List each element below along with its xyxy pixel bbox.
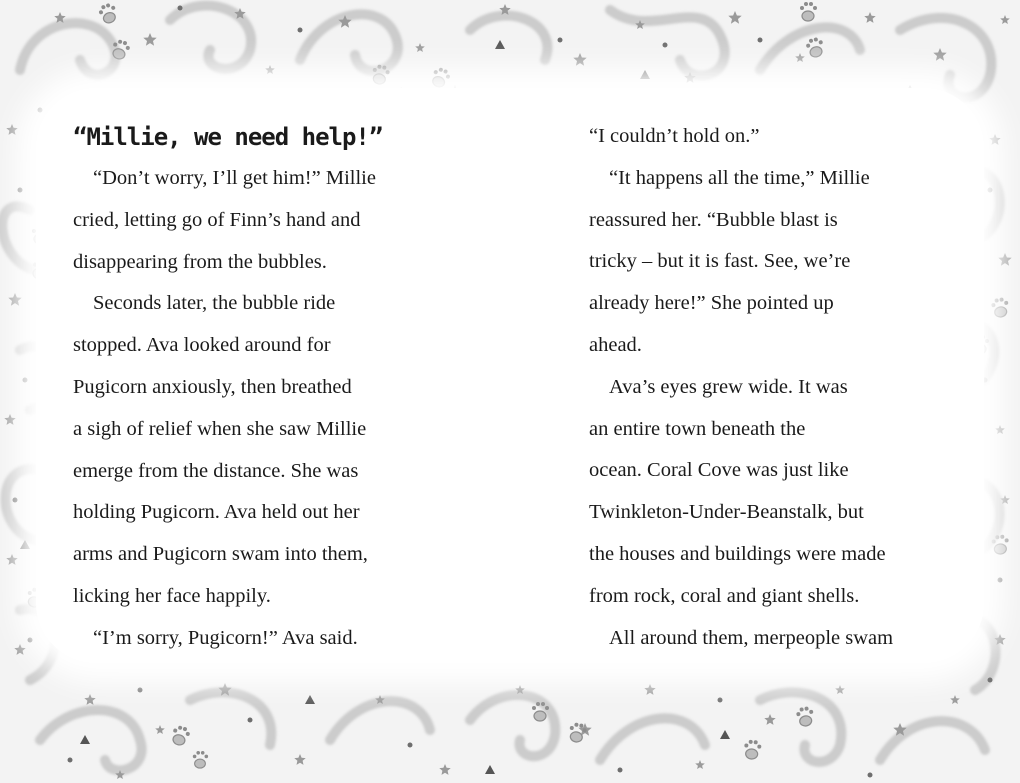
dot-icon bbox=[23, 378, 28, 383]
dot-icon bbox=[298, 28, 303, 33]
dot-icon bbox=[758, 38, 763, 43]
dot-icon bbox=[618, 768, 623, 773]
text-line: already here!” She pointed up bbox=[589, 292, 834, 315]
dot-icon bbox=[248, 718, 253, 723]
text-line: All around them, merpeople swam bbox=[609, 626, 894, 649]
text-line: Ava’s eyes grew wide. It was bbox=[609, 375, 848, 398]
dialogue-heading: “Millie, we need help!” bbox=[73, 123, 383, 151]
text-line: “Don’t worry, I’ll get him!” Millie bbox=[93, 167, 376, 189]
text-line: cried, letting go of Finn’s hand and bbox=[73, 208, 361, 231]
text-line: reassured her. “Bubble blast is bbox=[589, 208, 838, 231]
dot-icon bbox=[13, 498, 18, 503]
text-line: Twinkleton-Under-Beanstalk, but bbox=[589, 501, 864, 524]
dot-icon bbox=[68, 758, 73, 763]
paw-toe bbox=[201, 751, 205, 755]
paw-toe bbox=[813, 6, 817, 10]
text-line: the houses and buildings were made bbox=[589, 542, 886, 565]
text-line: licking her face happily. bbox=[73, 584, 271, 607]
dot-icon bbox=[408, 743, 413, 748]
dot-icon bbox=[38, 108, 43, 113]
dot-icon bbox=[28, 638, 33, 643]
text-line: tricky – but it is fast. See, we’re bbox=[589, 250, 851, 273]
text-line: emerge from the distance. She was bbox=[73, 459, 359, 482]
paw-pad bbox=[195, 759, 206, 768]
paw-toe bbox=[196, 751, 200, 755]
paw-toe bbox=[804, 2, 808, 6]
paw-toe bbox=[532, 706, 536, 710]
dot-icon bbox=[988, 678, 993, 683]
paw-toe bbox=[536, 702, 540, 706]
paw-pad bbox=[994, 543, 1007, 554]
text-line: stopped. Ava looked around for bbox=[73, 334, 331, 357]
paw-toe bbox=[800, 6, 804, 10]
paw-pad bbox=[745, 748, 758, 759]
text-line: holding Pugicorn. Ava held out her bbox=[73, 501, 360, 524]
text-line: an entire town beneath the bbox=[589, 417, 806, 440]
dot-icon bbox=[178, 6, 183, 11]
left-column bbox=[73, 116, 473, 660]
dot-icon bbox=[663, 43, 668, 48]
text-line: Seconds later, the bubble ride bbox=[93, 292, 336, 315]
text-line: arms and Pugicorn swam into them, bbox=[73, 543, 368, 566]
text-line: “I couldn’t hold on.” bbox=[589, 125, 760, 147]
text-line: disappearing from the bubbles. bbox=[73, 250, 327, 273]
text-line: “I’m sorry, Pugicorn!” Ava said. bbox=[93, 626, 358, 649]
paw-toe bbox=[541, 702, 545, 706]
paw-toe bbox=[809, 2, 813, 6]
dot-icon bbox=[718, 698, 723, 703]
right-column bbox=[589, 116, 989, 659]
text-line: ahead. bbox=[589, 333, 642, 356]
dot-icon bbox=[868, 773, 873, 778]
text-line: a sigh of relief when she saw Millie bbox=[73, 417, 367, 440]
text-line: “It happens all the time,” Millie bbox=[609, 166, 870, 189]
text-line: Pugicorn anxiously, then breathed bbox=[73, 375, 352, 398]
paw-pad bbox=[534, 711, 546, 721]
paw-toe bbox=[545, 706, 549, 710]
dot-icon bbox=[998, 578, 1003, 583]
dot-icon bbox=[138, 688, 143, 693]
text-line: from rock, coral and giant shells. bbox=[589, 584, 860, 607]
paw-toe bbox=[205, 755, 209, 759]
paw-pad bbox=[802, 11, 814, 21]
text-line: ocean. Coral Cove was just like bbox=[589, 459, 849, 482]
paw-toe bbox=[193, 755, 197, 759]
dot-icon bbox=[558, 38, 563, 43]
dot-icon bbox=[18, 188, 23, 193]
